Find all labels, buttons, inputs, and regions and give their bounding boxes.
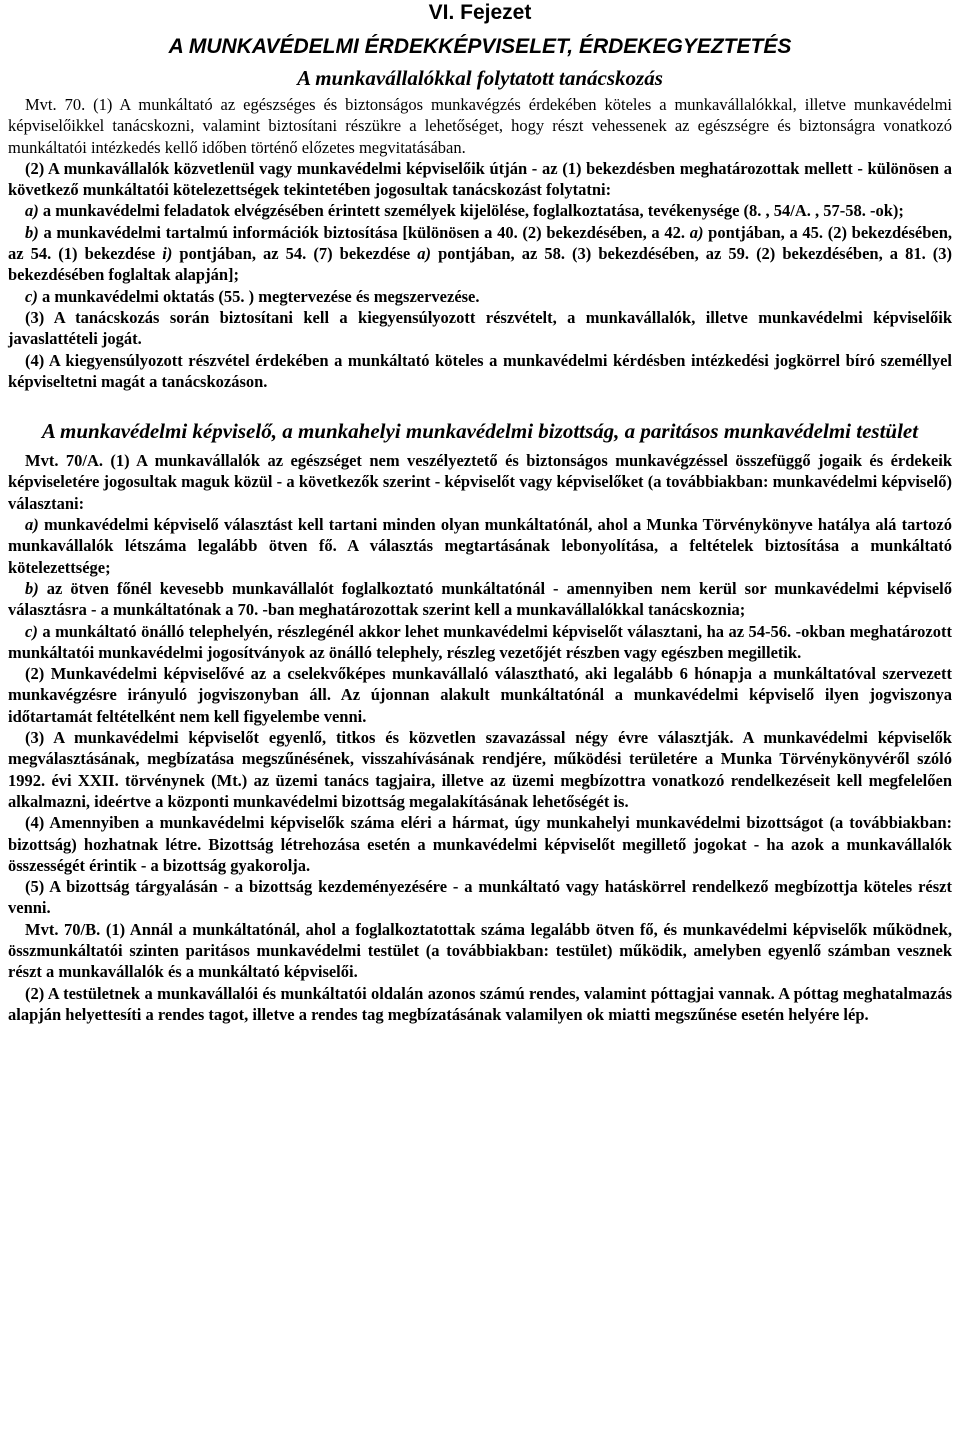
paragraph-70-1: Mvt. 70. (1) A munkáltató az egészséges és biztonságos munkavégzés érdekében köteles a munkavállalókkal, illetve munkavédelmi képviselőikkel tanácskozni, valamint biztosítani részükre a lehetőséget, hogy részt vehessenek az egészségre és biztonságra vonatkozó munkáltatói intézkedés kellő időben történő előzetes megvitatásában.: [8, 95, 952, 157]
list-item-70-b: [8, 222, 952, 286]
paragraph-70-3: (3) A tanácskozás során biztosítani kell a kiegyensúlyozott részvételt, a munkavállalók, illetve munkavédelmi képviselőik javaslattételi jogát.: [8, 307, 952, 349]
list-label: c): [25, 286, 38, 306]
inline-ref: a): [689, 222, 704, 242]
list-item-70a-a: [8, 514, 952, 578]
list-item-70a-c: [8, 621, 952, 664]
chapter-heading: VI. Fejezet: [428, 1, 532, 24]
paragraph-70-2: (2) A munkavállalók közvetlenül vagy munkavédelmi képviselőik útján - az (1) bekezdésben meghatározottak mellett - különösen a következő munkáltatói kötelezettségek tekintetében jogosultak tanácskozást folytatni:: [8, 158, 952, 200]
chapter-title: A MUNKAVÉDELMI ÉRDEKKÉPVISELET, ÉRDEKEGYEZTETÉS: [168, 35, 792, 58]
list-item-70-a: [8, 200, 952, 221]
inline-ref: i): [162, 244, 173, 264]
list-text: az ötven főnél kevesebb munkavállalót foglalkoztató munkáltatónál - amennyiben nem kerül sor munkavédelmi képviselő választásra - a munkáltatónak a 70. -ban meghatározottak szerint kell a munkavállalókkal tanácskoznia;: [8, 578, 953, 620]
list-text: a munkáltató önálló telephelyén, részlegénél akkor lehet munkavédelmi képviselőt választani, ha az 54-56. -okban meghatározott munkáltatói munkavédelmi jogosítványok az önálló telephely, részleg vezetőjét részben vagy egészben megilletik.: [8, 621, 952, 662]
list-text: a munkavédelmi feladatok elvégzésében érintett személyek kijelölése, foglalkoztatása, tevékenysége (8. , 54/A. , 57-58. -ok);: [42, 201, 904, 221]
list-text: pontjában, az 58. (3) bekezdésében, az 59. (2) bekezdésében, a 81. (3) bekezdésében foglaltak alapján];: [8, 244, 953, 285]
paragraph-70a-1: Mvt. 70/A. (1) A munkavállalók az egészséget nem veszélyeztető és biztonságos munkavégzéssel összefüggő jogaik és érdekeik képviseletére jogosultak maguk közül - a következők szerint - képviselőt vagy képviselőket (a továbbiakban: munkavédelmi képviselő) választani:: [8, 451, 952, 513]
list-label: a): [25, 201, 39, 221]
list-label: b): [25, 222, 39, 242]
list-item-70a-b: [8, 578, 952, 621]
list-text: pontjában, a 45. (2) bekezdésében, az 54. (1) bekezdése: [8, 222, 953, 264]
list-text: a munkavédelmi oktatás (55. ) megtervezése és megszervezése.: [41, 286, 480, 306]
list-label: a): [25, 515, 39, 535]
list-item-70-c: [8, 286, 952, 307]
paragraph-70a-3: (3) A munkavédelmi képviselőt egyenlő, titkos és közvetlen szavazással négy évre választják. A munkavédelmi képviselők megválasztásának, megbízatása megszűnésének, visszahívásának rendjére, működési területére a Munka Törvénykönyvéről szóló 1992. évi XXII. törvénynek (Mt.) az üzemi tanács tagjaira, illetve az üzemi megbízottra vonatkozó rendelkezéseit kell megfelelően alkalmazni, ideértve a központi munkavédelmi bizottság megalakításának lehetőségét is.: [8, 728, 952, 811]
paragraph-70a-2: (2) Munkavédelmi képviselővé az a cselekvőképes munkavállaló választható, aki legalább 6 hónapja a munkáltatóval szervezett munkavégzésre irányuló jogviszonyban áll. Az újonnan alakult munkáltatónál a munkavédelmi képviselő ilyen jogviszonya időtartamát feltételként nem kell figyelembe venni.: [8, 664, 952, 726]
paragraph-70a-4: (4) Amennyiben a munkavédelmi képviselők száma eléri a hármat, úgy munkahelyi munkavédelmi bizottságot (a továbbiakban: bizottság) hozhatnak létre. Bizottság létrehozása esetén a munkavédelmi képviselőt megillető jogokat - ha azok a munkavállalók összességét érintik - a bizottság gyakorolja.: [8, 813, 952, 875]
paragraph-70-4: (4) A kiegyensúlyozott részvétel érdekében a munkáltató köteles a munkavédelmi kérdésben intézkedési jogkörrel bíró személlyel képviseltetni magát a tanácskozáson.: [8, 350, 952, 391]
section-heading: A munkavédelmi képviselő, a munkahelyi munkavédelmi bizottság, a paritásos munkavédelmi testület: [41, 419, 919, 444]
paragraph-70b-2: (2) A testületnek a munkavállalói és munkáltatói oldalán azonos számú rendes, valamint póttagjai vannak. A póttag meghatalmazás alapján helyettesíti a rendes tagot, illetve a rendes tag megbízatásának valamilyen ok miatti megszűnése esetén helyére lép.: [8, 983, 952, 1024]
paragraph-70a-5: (5) A bizottság tárgyalásán - a bizottság kezdeményezésére - a munkáltató vagy hatáskörrel rendelkező megbízottja köteles részt venni.: [8, 877, 952, 918]
list-label: c): [25, 621, 38, 641]
list-text: pontjában, az 54. (7) bekezdése: [179, 244, 411, 264]
list-label: b): [25, 578, 39, 598]
paragraph-70b-1: Mvt. 70/B. (1) Annál a munkáltatónál, ahol a foglalkoztatottak száma legalább ötven fő, és munkavédelmi képviselők működnek, összmunkáltatói szinten paritásos munkavédelmi testület (a továbbiakban: testület) működik, amelyben egyenlő számban vesznek részt a munkavállalók és a munkáltató képviselői.: [8, 919, 952, 982]
section-subtitle: A munkavállalókkal folytatott tanácskozás: [297, 66, 663, 90]
list-text: munkavédelmi képviselő választást kell tartani minden olyan munkáltatónál, ahol a Munka Törvénykönyve hatálya alá tartozó munkavállalók létszáma legalább ötven fő. A választás megtartásának lebonyolítása, a feltételek biztosítása a munkáltató kötelezettsége;: [8, 515, 952, 577]
list-text: a munkavédelmi tartalmú információk biztosítása [különösen a 40. (2) bekezdésében, a 42.: [43, 222, 686, 242]
inline-ref: a): [417, 244, 432, 264]
